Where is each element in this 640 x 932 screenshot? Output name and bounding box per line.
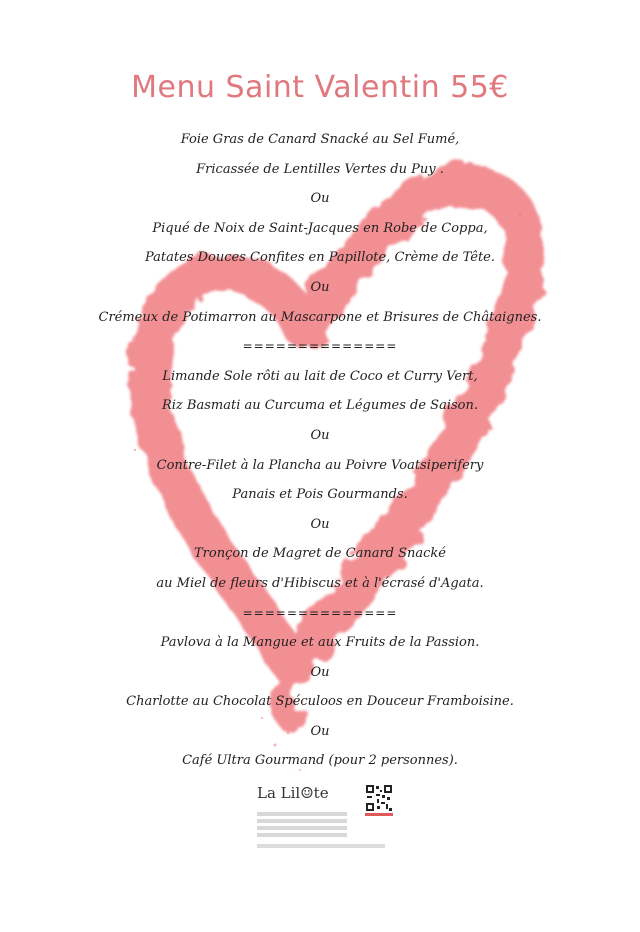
footer xyxy=(255,784,405,854)
menu-line: Pavlova à la Mangue et aux Fruits de la Passion. xyxy=(160,635,480,651)
menu-line: Ou xyxy=(310,279,330,295)
page-title: Menu Saint Valentin 55€ xyxy=(131,70,509,105)
menu-line: Tronçon de Magret de Canard Snacké xyxy=(193,546,446,562)
menu-line: Ou xyxy=(310,191,330,207)
menu-line: Patates Douces Confites en Papillote, Crème de Tête. xyxy=(144,250,496,266)
menu-line: Riz Basmati au Curcuma et Légumes de Saison. xyxy=(161,398,478,414)
menu-line: Fricassée de Lentilles Vertes du Puy . xyxy=(196,161,444,177)
menu-line: Crémeux de Potimarron au Mascarpone et Brisures de Châtaignes. xyxy=(98,309,542,325)
menu-list xyxy=(0,125,640,776)
menu-line: Contre-Filet à la Plancha au Poivre Voatsiperifery xyxy=(156,457,484,473)
menu-line: Panais et Pois Gourmands. xyxy=(232,487,408,503)
course-separator: ============== xyxy=(242,605,398,620)
qr-caption-bar xyxy=(365,813,393,816)
menu-line: au Miel de fleurs d'Hibiscus et à l'écrasé d'Agata. xyxy=(156,575,484,591)
menu-line: Ou xyxy=(310,427,330,443)
menu-line: Charlotte au Chocolat Spéculoos en Douceur Framboisine. xyxy=(126,694,514,710)
contact-info xyxy=(257,812,347,840)
menu-line: Foie Gras de Canard Snacké au Sel Fumé, xyxy=(180,132,460,147)
qr-code-icon xyxy=(365,784,393,812)
menu-line: Ou xyxy=(310,516,330,532)
course-separator: ============== xyxy=(242,339,398,354)
menu-line: Café Ultra Gourmand (pour 2 personnes). xyxy=(182,753,458,769)
menu-line: Ou xyxy=(310,664,330,680)
restaurant-logo: La Lil☺te xyxy=(257,784,329,802)
menu-line: Limande Sole rôti au lait de Coco et Curry Vert, xyxy=(162,368,478,384)
menu-line: Ou xyxy=(310,723,330,739)
menu-line: Piqué de Noix de Saint-Jacques en Robe de Coppa, xyxy=(152,220,488,236)
footer-note xyxy=(257,844,385,848)
